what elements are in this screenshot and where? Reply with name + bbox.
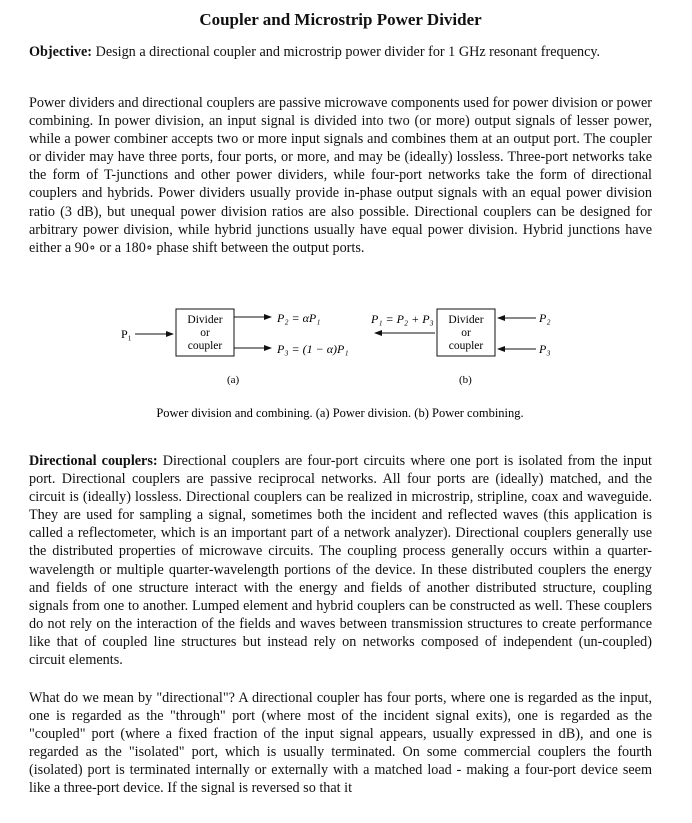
page-title: Coupler and Microstrip Power Divider bbox=[199, 10, 482, 29]
directional-couplers-text: Directional couplers are four-port circuits where one port is isolated from the input port. Directional couplers are passive reciprocal networks. All four ports are (ideally) matched, and the circuit is (ideally) lossless. Directional couplers can be realized in microstrip, stripline, coax and waveguide. They are used for sampling a signal, sometimes both the incident and reflected waves (this application is called a reflectometer, which is an important part of a network analyzer). Directional couplers generally use the distributed properties of microwave circuits. The coupling process generally occurs within a quarter-wavelength or multiple quarter-wavelength portions of the device. In these distributed couplers the energy and fields of one structure interact with the energy and fields of another distributed structure, coupling signals from one to another. Lumped element and hybrid couplers can be constructed as well. These couplers do not rely on the interaction of the fields and waves between transmission structures to create performance like that of coupled line structures but instead rely on networks composed of independent (un-coupled) circuit elements. bbox=[29, 453, 652, 669]
figure-a-output2-label: P₃ = (1 − α)P₁ bbox=[277, 342, 349, 356]
figure-caption: Power division and combining. (a) Power division. (b) Power combining. bbox=[156, 406, 524, 420]
objective-label: Objective: bbox=[29, 44, 93, 60]
figure-a bbox=[121, 309, 349, 386]
figure-a-box-line3: coupler bbox=[187, 340, 223, 352]
directional-couplers-paragraph bbox=[29, 452, 652, 669]
directional-meaning-paragraph: What do we mean by "directional"? A directional coupler has four ports, where one is regarded as the input, one is regarded as the "through" port (where most of the incident signal exits), one is regarded as the "coupled" port (where a fixed fraction of the input signal appears, usually expressed in dB), and one is regarded as the "isolated" port, which is usually terminated. On some commercial couplers the fourth (isolated) port is terminated internally or externally with a matched load - making a four-port device seem like a three-port device. If the signal is reversed so that it bbox=[29, 690, 652, 797]
objective-text: Design a directional coupler and microstrip power divider for 1 GHz resonant frequency. bbox=[95, 44, 601, 60]
figure-b-output-label: P₁ = P₂ + P₃ bbox=[371, 312, 434, 326]
power-division-figure bbox=[29, 303, 652, 438]
figure-b-box-line3: coupler bbox=[448, 340, 484, 352]
figure-b-input1-label: P₂ bbox=[539, 311, 551, 325]
figure-b-box-line2: or bbox=[461, 327, 471, 339]
figure-a-input-label: P₁ bbox=[121, 327, 132, 341]
figure-a-output1-label: P₂ = αP₁ bbox=[277, 311, 321, 325]
figure-a-box-line2: or bbox=[200, 327, 210, 339]
directional-couplers-label: Directional couplers: bbox=[29, 453, 158, 469]
intro-paragraph: Power dividers and directional couplers are passive microwave components used for power division or power combining. In power division, an input signal is divided into two (or more) output signals of lesser power, while a power combiner accepts two or more input signals and combines them at an output port. The coupler or divider may have three ports, four ports, or more, and may be (ideally) lossless. Three-port networks take the form of T-junctions and other power dividers, while four-port networks take the form of directional couplers and hybrids. Power dividers usually provide in-phase output signals with an equal power division ratio (3 dB), but unequal power division ratios are also possible. Directional couplers can be designed for arbitrary power division, while hybrid junctions usually have equal power division. Hybrid junctions have either a 90∘ or a 180∘ phase shift between the output ports. bbox=[29, 95, 652, 256]
figure-b bbox=[370, 309, 551, 386]
figure-b-box-line1: Divider bbox=[448, 314, 484, 326]
figure-b-label: (b) bbox=[459, 374, 472, 386]
figure-a-box-line1: Divider bbox=[187, 314, 223, 326]
figure-a-label: (a) bbox=[227, 374, 240, 386]
figure-b-input2-label: P₃ bbox=[539, 342, 551, 356]
figure-diagram bbox=[29, 303, 652, 438]
objective-paragraph bbox=[29, 43, 652, 61]
